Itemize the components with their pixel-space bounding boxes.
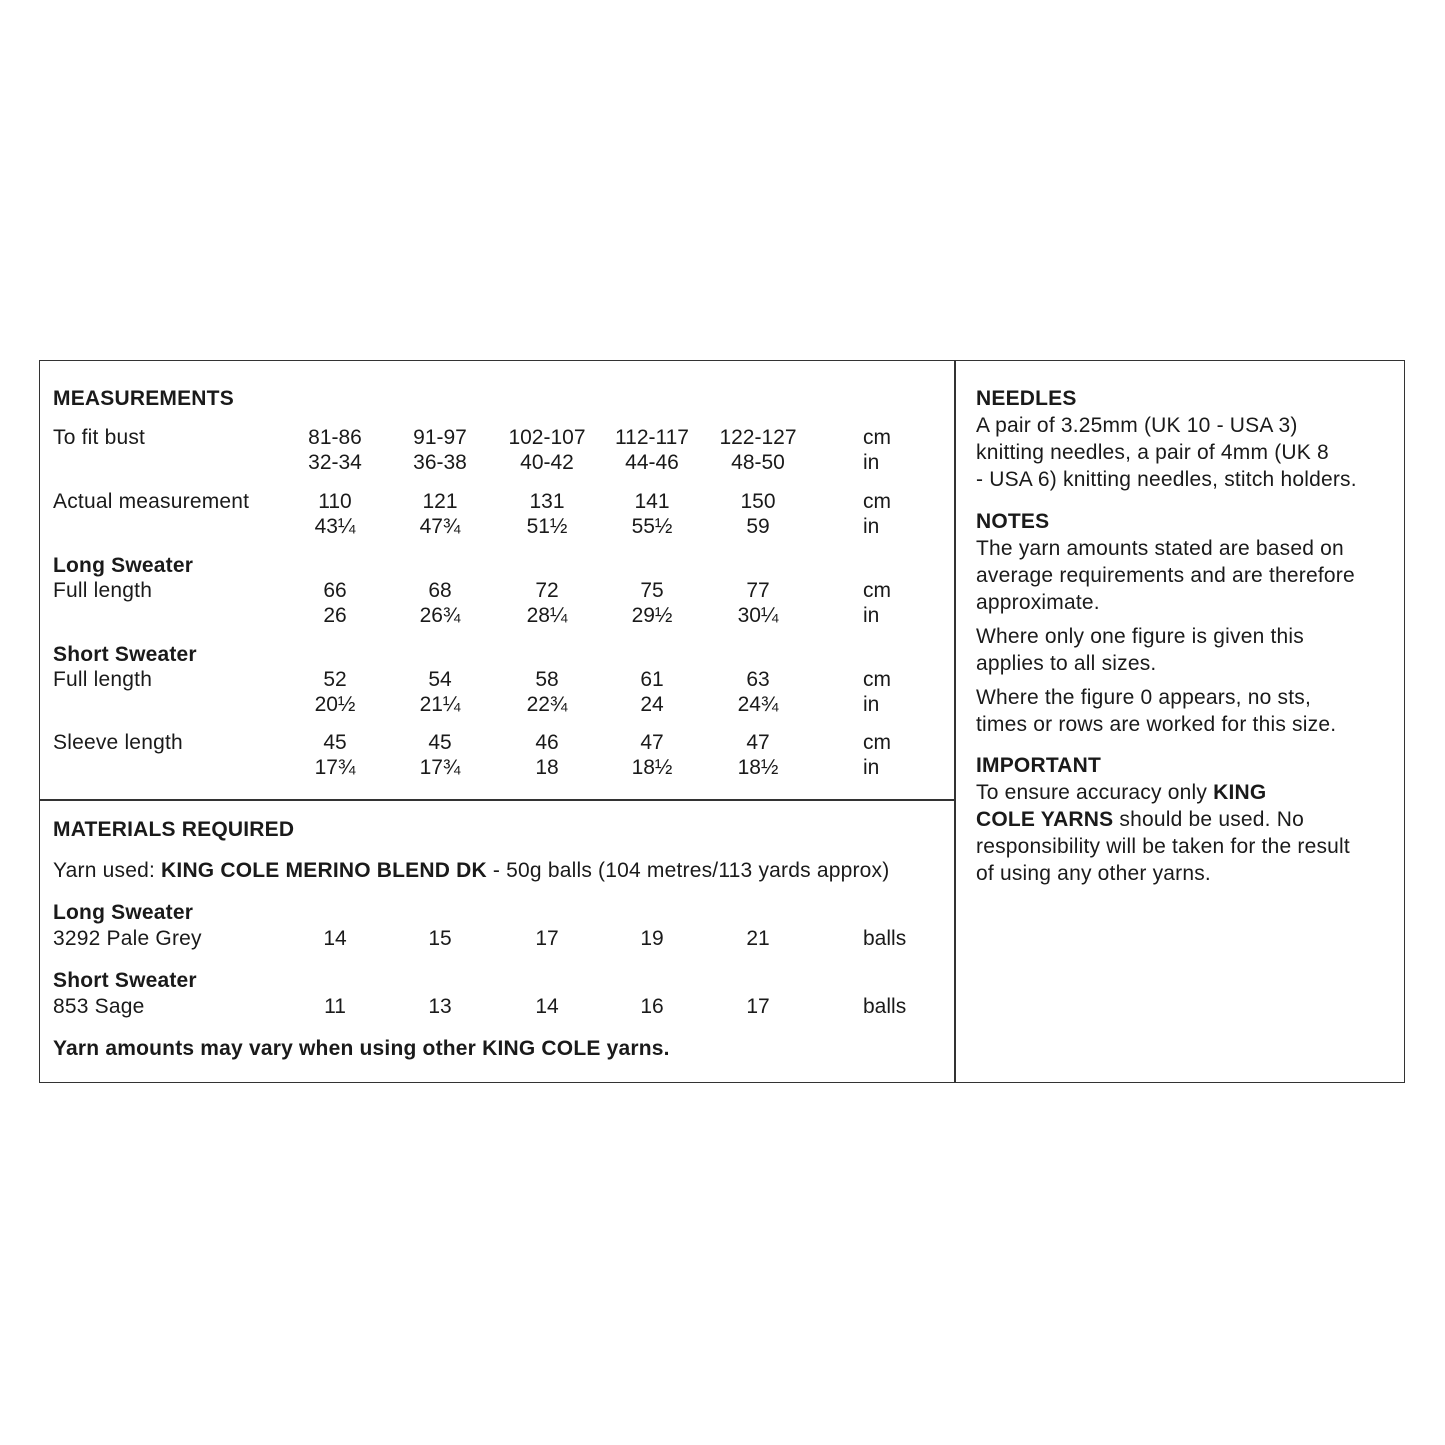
long-unit-in: in	[863, 604, 880, 627]
long-sweater-heading: Long Sweater	[53, 554, 194, 577]
column-divider	[954, 360, 956, 1083]
sleeve-cm-4: 47	[640, 731, 664, 754]
bust-label: To fit bust	[53, 426, 146, 449]
short-cm-1: 52	[323, 668, 347, 691]
short-balls-5: 17	[746, 995, 770, 1018]
actual-cm-1: 110	[318, 490, 352, 513]
short-balls-3: 14	[535, 995, 559, 1018]
materials-long-heading: Long Sweater	[53, 901, 194, 924]
short-unit-cm: cm	[863, 668, 891, 691]
yarn-used-line	[53, 858, 889, 883]
long-cm-3: 72	[535, 579, 559, 602]
important-line-2	[976, 806, 1396, 833]
needles-line-1: A pair of 3.25mm (UK 10 - USA 3)	[976, 414, 1298, 437]
sleeve-in-2: 17¾	[419, 756, 461, 779]
actual-cm-2: 121	[422, 490, 458, 513]
sleeve-cm-3: 46	[535, 731, 559, 754]
yarn-amounts-note: Yarn amounts may vary when using other KING COLE yarns.	[53, 1037, 670, 1060]
important-line-3: responsibility will be taken for the result	[976, 835, 1350, 858]
important-l1-brand: KING	[1213, 781, 1267, 804]
long-balls-4: 19	[640, 927, 664, 950]
short-in-5: 24¾	[737, 693, 779, 716]
long-cm-4: 75	[640, 579, 664, 602]
bust-cm-1: 81-86	[308, 426, 362, 449]
materials-short-label: 853 Sage	[53, 995, 145, 1018]
long-in-5: 30¼	[737, 604, 779, 627]
sleeve-cm-5: 47	[746, 731, 770, 754]
actual-in-2: 47¾	[419, 515, 461, 538]
sleeve-label: Sleeve length	[53, 731, 183, 754]
long-balls-unit: balls	[863, 927, 907, 950]
long-in-4: 29½	[631, 604, 673, 627]
materials-long-label: 3292 Pale Grey	[53, 927, 202, 950]
short-in-1: 20½	[314, 693, 356, 716]
sleeve-cm-2: 45	[428, 731, 452, 754]
important-line-1	[976, 779, 1396, 806]
long-balls-5: 21	[746, 927, 770, 950]
sleeve-in-5: 18½	[737, 756, 779, 779]
short-in-3: 22¾	[526, 693, 568, 716]
bust-cm-4: 112-117	[615, 426, 689, 449]
notes-p1-line-2: average requirements and are therefore	[976, 564, 1355, 587]
notes-p2-line-2: applies to all sizes.	[976, 652, 1157, 675]
measurements-heading: MEASUREMENTS	[53, 387, 234, 410]
short-balls-unit: balls	[863, 995, 907, 1018]
short-in-2: 21¼	[419, 693, 461, 716]
actual-cm-5: 150	[740, 490, 776, 513]
yarn-used-suffix: - 50g balls (104 metres/113 yards approx)	[486, 859, 890, 882]
actual-unit-cm: cm	[863, 490, 891, 513]
long-in-1: 26	[323, 604, 347, 627]
notes-heading: NOTES	[976, 510, 1050, 533]
needles-line-2: knitting needles, a pair of 4mm (UK 8	[976, 441, 1329, 464]
materials-heading: MATERIALS REQUIRED	[53, 818, 295, 841]
sleeve-in-1: 17¾	[314, 756, 356, 779]
actual-in-4: 55½	[631, 515, 673, 538]
needles-heading: NEEDLES	[976, 387, 1077, 410]
bust-in-4: 44-46	[625, 451, 679, 474]
bust-in-1: 32-34	[308, 451, 362, 474]
long-balls-3: 17	[535, 927, 559, 950]
bust-unit-in: in	[863, 451, 880, 474]
long-cm-5: 77	[746, 579, 770, 602]
actual-in-5: 59	[746, 515, 770, 538]
short-balls-2: 13	[428, 995, 452, 1018]
important-line-4: of using any other yarns.	[976, 862, 1211, 885]
actual-unit-in: in	[863, 515, 880, 538]
long-unit-cm: cm	[863, 579, 891, 602]
long-in-3: 28¼	[526, 604, 568, 627]
actual-in-3: 51½	[526, 515, 568, 538]
bust-cm-3: 102-107	[508, 426, 586, 449]
important-l1-prefix: To ensure accuracy only	[976, 781, 1214, 804]
sleeve-unit-cm: cm	[863, 731, 891, 754]
yarn-used-prefix: Yarn used:	[53, 859, 162, 882]
long-cm-1: 66	[323, 579, 347, 602]
actual-cm-3: 131	[529, 490, 565, 513]
notes-p2-line-1: Where only one figure is given this	[976, 625, 1304, 648]
materials-short-heading: Short Sweater	[53, 969, 197, 992]
notes-p1-line-1: The yarn amounts stated are based on	[976, 537, 1344, 560]
notes-p1-line-3: approximate.	[976, 591, 1100, 614]
bust-in-3: 40-42	[520, 451, 574, 474]
long-balls-2: 15	[428, 927, 452, 950]
sleeve-unit-in: in	[863, 756, 880, 779]
short-balls-4: 16	[640, 995, 664, 1018]
sleeve-in-4: 18½	[631, 756, 673, 779]
actual-cm-4: 141	[634, 490, 670, 513]
short-unit-in: in	[863, 693, 880, 716]
short-length-label: Full length	[53, 668, 153, 691]
long-in-2: 26¾	[419, 604, 461, 627]
bust-in-2: 36-38	[413, 451, 467, 474]
short-cm-3: 58	[535, 668, 559, 691]
actual-in-1: 43¼	[314, 515, 356, 538]
short-balls-1: 11	[324, 995, 346, 1018]
notes-p3-line-2: times or rows are worked for this size.	[976, 713, 1337, 736]
section-divider	[39, 799, 955, 801]
bust-cm-2: 91-97	[413, 426, 467, 449]
short-cm-4: 61	[640, 668, 664, 691]
bust-unit-cm: cm	[863, 426, 891, 449]
sleeve-in-3: 18	[535, 756, 559, 779]
important-l2-brand: COLE YARNS	[976, 808, 1114, 831]
long-length-label: Full length	[53, 579, 153, 602]
short-cm-2: 54	[428, 668, 452, 691]
bust-in-5: 48-50	[731, 451, 785, 474]
short-cm-5: 63	[746, 668, 770, 691]
important-heading: IMPORTANT	[976, 754, 1102, 777]
sleeve-cm-1: 45	[323, 731, 347, 754]
actual-label: Actual measurement	[53, 490, 250, 513]
long-cm-2: 68	[428, 579, 452, 602]
short-sweater-heading: Short Sweater	[53, 643, 197, 666]
notes-p3-line-1: Where the figure 0 appears, no sts,	[976, 686, 1312, 709]
needles-line-3: - USA 6) knitting needles, stitch holders.	[976, 468, 1357, 491]
yarn-name: KING COLE MERINO BLEND DK	[161, 859, 487, 882]
bust-cm-5: 122-127	[719, 426, 797, 449]
important-l2-suffix: should be used. No	[1113, 808, 1304, 831]
short-in-4: 24	[640, 693, 664, 716]
long-balls-1: 14	[323, 927, 347, 950]
